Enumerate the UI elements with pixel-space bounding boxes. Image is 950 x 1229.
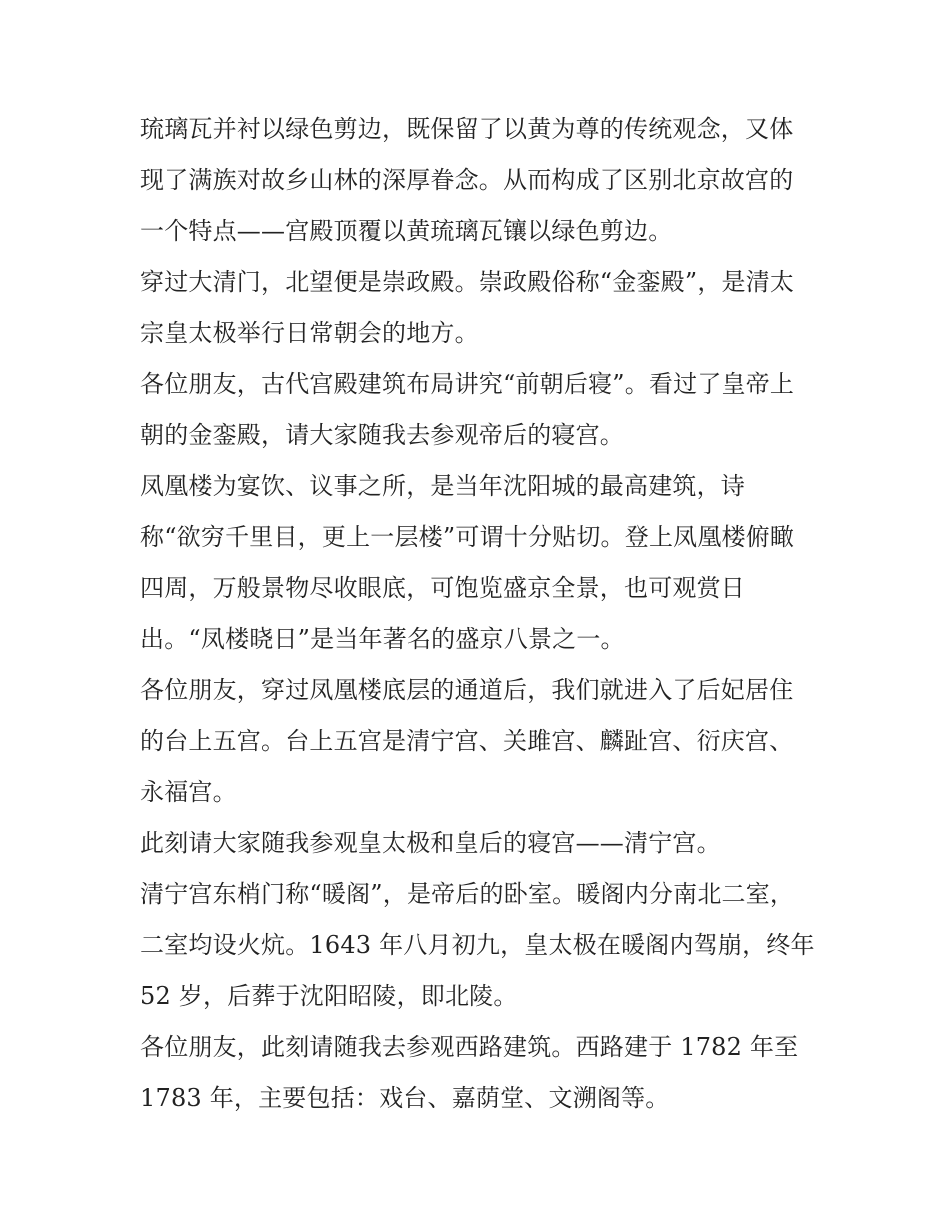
paragraph-palace-layout <box>140 359 818 461</box>
text-line: 朝的金銮殿，请大家随我去参观帝后的寝宫。 <box>140 421 624 449</box>
text-line: 1783 年，主要包括：戏台、嘉荫堂、文溯阁等。 <box>140 1084 670 1112</box>
text-line: 清宁宫东梢门称“暖阁”，是帝后的卧室。暖阁内分南北二室， <box>140 880 795 908</box>
paragraph-west-route <box>140 1022 818 1124</box>
paragraph-roof-tiles <box>140 104 818 257</box>
text-line: 一个特点——宫殿顶覆以黄琉璃瓦镶以绿色剪边。 <box>140 217 673 245</box>
text-line: 各位朋友，此刻请随我去参观西路建筑。西路建于 1782 年至 <box>140 1033 799 1061</box>
text-line: 凤凰楼为宴饮、议事之所，是当年沈阳城的最高建筑，诗 <box>140 472 745 500</box>
text-line: 出。“凤楼晓日”是当年著名的盛京八景之一。 <box>140 625 625 653</box>
text-line: 现了满族对故乡山林的深厚眷念。从而构成了区别北京故宫的 <box>140 166 794 194</box>
paragraph-warm-pavilion <box>140 869 818 1022</box>
paragraph-five-palaces <box>140 665 818 818</box>
text-line: 此刻请大家随我参观皇太极和皇后的寝宫——清宁宫。 <box>140 829 721 857</box>
text-line: 琉璃瓦并衬以绿色剪边，既保留了以黄为尊的传统观念，又体 <box>140 115 794 143</box>
text-line: 穿过大清门，北望便是崇政殿。崇政殿俗称“金銮殿”，是清太 <box>140 268 795 296</box>
paragraph-qingning-intro <box>140 818 818 869</box>
text-line: 52 岁，后葬于沈阳昭陵，即北陵。 <box>140 982 518 1010</box>
paragraph-phoenix-tower <box>140 461 818 665</box>
text-line: 各位朋友，穿过凤凰楼底层的通道后，我们就进入了后妃居住 <box>140 676 794 704</box>
text-line: 宗皇太极举行日常朝会的地方。 <box>140 319 479 347</box>
text-line: 各位朋友，古代宫殿建筑布局讲究“前朝后寝”。看过了皇帝上 <box>140 370 795 398</box>
text-line: 称“欲穷千里目，更上一层楼”可谓十分贴切。登上凤凰楼俯瞰 <box>140 523 795 551</box>
text-line: 永福宫。 <box>140 778 237 806</box>
paragraph-chongzheng-hall <box>140 257 818 359</box>
text-line: 二室均设火炕。1643 年八月初九，皇太极在暖阁内驾崩，终年 <box>140 931 815 959</box>
text-line: 的台上五宫。台上五宫是清宁宫、关雎宫、麟趾宫、衍庆宫、 <box>140 727 794 755</box>
text-line: 四周，万般景物尽收眼底，可饱览盛京全景，也可观赏日 <box>140 574 745 602</box>
